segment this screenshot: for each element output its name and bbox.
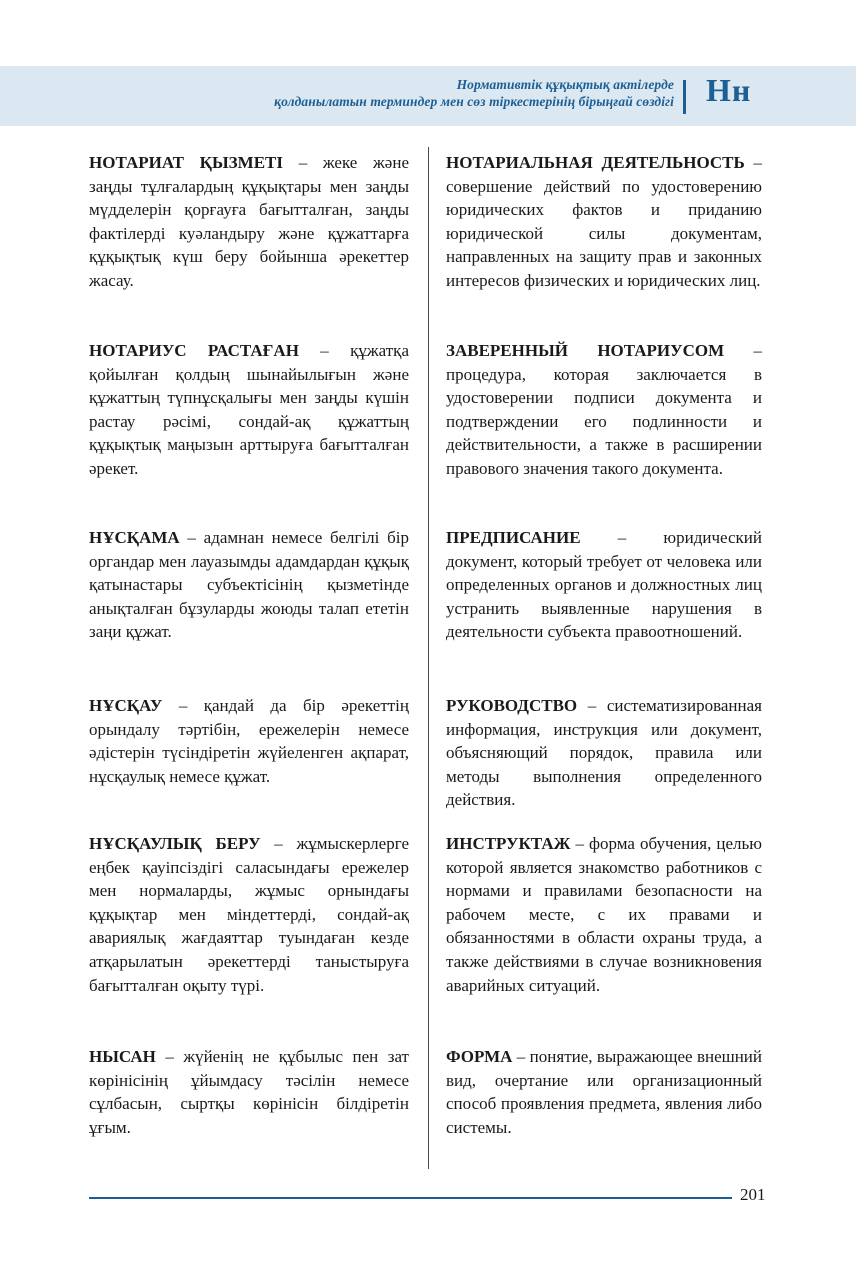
term-kz: НОТАРИУС РАСТАҒАН: [89, 341, 299, 360]
definition-ru: – понятие, выражающее внешний вид, очертание или организационный способ проявления предмета, явления либо системы.: [446, 1047, 762, 1137]
entry-ru: [446, 1045, 762, 1139]
term-kz: НҰСҚАУЛЫҚ БЕРУ: [89, 834, 261, 853]
definition-ru: – систематизированная информация, инструкция или документ, объясняющий порядок, правила или методы выполнения определенного действия.: [446, 696, 762, 810]
definition-kz: – жүйенің не құбылыс пен зат көрінісінің ұйымдасу тәсілін немесе сұлбасын, сыртқы көрінісін білдіретін ұғым.: [89, 1047, 409, 1137]
running-header-line2: қолданылатын терминдер мен сөз тіркестерінің бірыңғай сөздігі: [274, 94, 674, 109]
entry-kz: [89, 151, 409, 293]
entry-kz: [89, 339, 409, 481]
definition-kz: – қандай да бір әрекеттің орындалу тәртібін, ережелерін немесе әдістерін түсіндіретін жүйеленген ақпарат, нұсқаулық немесе құжат.: [89, 696, 409, 786]
entry-ru: [446, 832, 762, 997]
term-ru: ЗАВЕРЕННЫЙ НОТАРИУСОМ: [446, 341, 725, 360]
definition-kz: – жеке және заңды тұлғалардың құқықтары мен заңды мүдделерін қорғауға бағытталған, заңды фактілерді куәландыру және құжаттарға құқықтық күш беру бойынша әрекеттер жасау.: [89, 153, 409, 290]
header-divider: [683, 80, 686, 114]
term-ru: НОТАРИАЛЬНАЯ ДЕЯТЕЛЬНОСТЬ: [446, 153, 745, 172]
entry-ru: [446, 339, 762, 481]
term-kz: НҰСҚАМА: [89, 528, 180, 547]
entry-ru: [446, 151, 762, 293]
definition-ru: – процедура, которая заключается в удостоверении подписи документа и подтверждении его подлинности и действительности, а также в расширении правового значения такого документа.: [446, 341, 763, 478]
term-ru: ПРЕДПИСАНИЕ: [446, 528, 581, 547]
term-kz: НҰСҚАУ: [89, 696, 163, 715]
section-letter: Нн: [706, 72, 752, 108]
running-header-line1: Нормативтік құқықтық актілерде: [456, 77, 674, 92]
definition-ru: – юридический документ, который требует от человека или определенных органов и должностных лиц устранить выявленные нарушения в деятельности субъекта правоотношений.: [446, 528, 762, 642]
term-kz: НЫСАН: [89, 1047, 156, 1066]
entry-kz: [89, 694, 409, 788]
definition-kz: – жұмыскерлерге еңбек қауіпсіздігі саласындағы ережелер мен нормаларды, жұмыс орнындағы құқықтар мен міндеттерді, сондай-ақ авариялық жағдаяттар туындаған кезде атқарылатын әрекеттерді таныстыруға бағытталған оқыту түрі.: [89, 834, 409, 995]
page-number: 201: [740, 1185, 766, 1204]
definition-ru: – форма обучения, целью которой является знакомство работников с нормами и правилами безопасности на рабочем месте, с их правами и обязанностями в области охраны труда, а также действиями в случае возникновения аварийных ситуаций.: [446, 834, 762, 995]
entry-ru: [446, 526, 762, 644]
footer-rule: [89, 1197, 732, 1199]
definition-kz: – құжатқа қойылған қолдың шынайылығын және құжаттың түпнұсқалығы мен заңды күшін растау рәсімі, сондай-ақ құжаттың құқықтық маңызын арттыруға бағытталған әрекет.: [89, 341, 409, 478]
definition-ru: – совершение действий по удостоверению юридических фактов и приданию юридической силы документам, направленных на защиту прав и законных интересов физических и юридических лиц.: [446, 153, 762, 290]
term-ru: РУКОВОДСТВО: [446, 696, 578, 715]
entry-kz: [89, 1045, 409, 1139]
definition-kz: – адамнан немесе белгілі бір органдар мен лауазымды адамдардан құқық қатынастары субъектісінің қызметінде анықталған бұзуларды жоюды талап ететін заңи құжат.: [89, 528, 409, 642]
column-divider: [428, 147, 429, 1169]
term-ru: ФОРМА: [446, 1047, 513, 1066]
running-header: [274, 76, 674, 110]
entry-kz: [89, 832, 409, 997]
entry-ru: [446, 694, 762, 812]
term-ru: ИНСТРУКТАЖ: [446, 834, 571, 853]
term-kz: НОТАРИАТ ҚЫЗМЕТІ: [89, 153, 283, 172]
entry-kz: [89, 526, 409, 644]
